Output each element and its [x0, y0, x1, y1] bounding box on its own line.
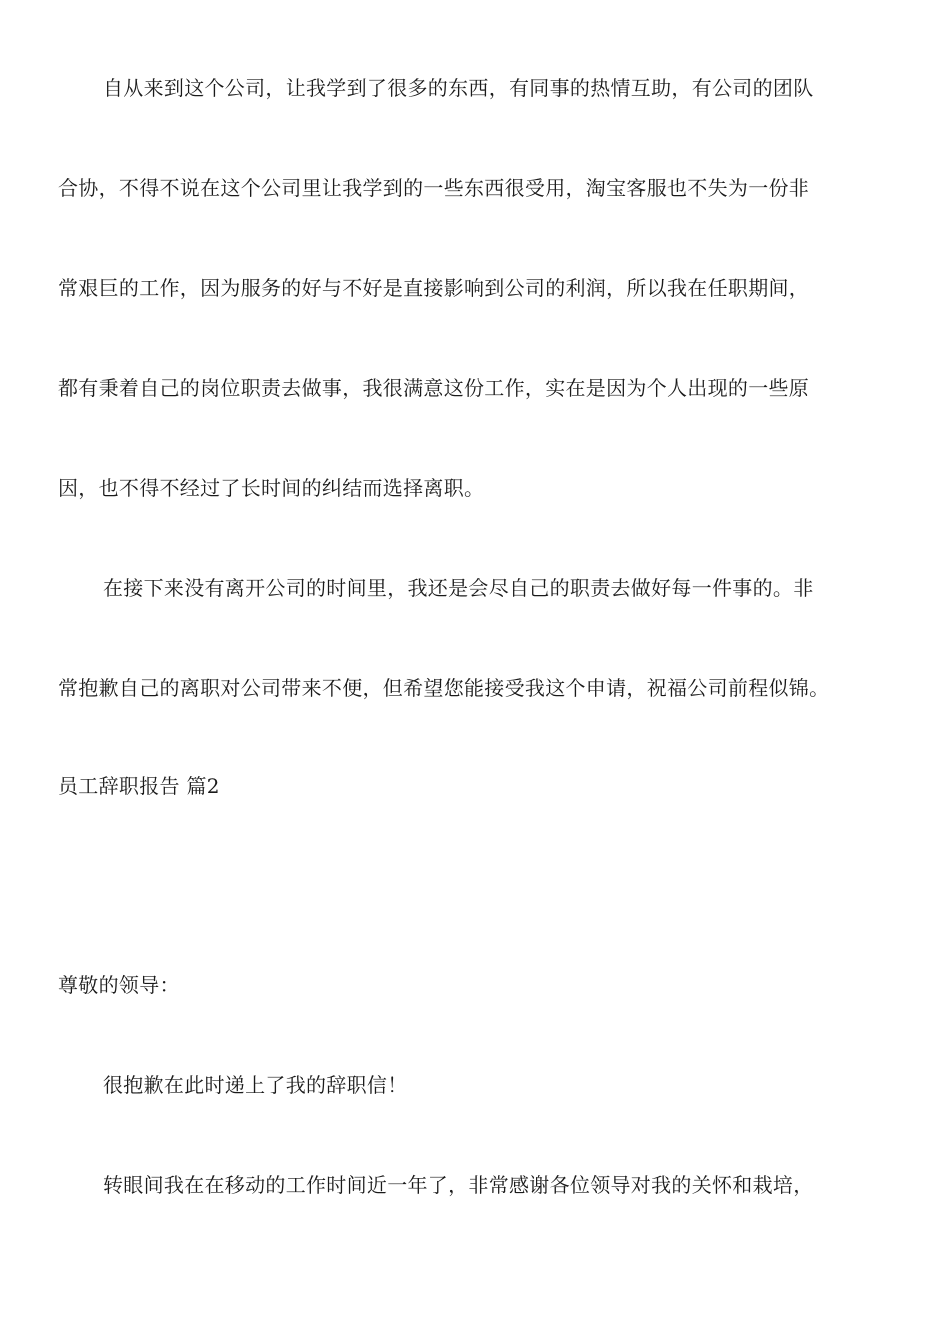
- paragraph-1-line-4: 都有秉着自己的岗位职责去做事，我很满意这份工作，实在是因为个人出现的一些原: [58, 376, 810, 400]
- section-heading: 员工辞职报告 篇2: [58, 774, 220, 798]
- paragraph-2-line-1: 在接下来没有离开公司的时间里，我还是会尽自己的职责去做好每一件事的。非: [103, 576, 814, 600]
- paragraph-1-line-3: 常艰巨的工作，因为服务的好与不好是直接影响到公司的利润，所以我在任职期间，: [58, 276, 810, 300]
- paragraph-1-line-1: 自从来到这个公司，让我学到了很多的东西，有同事的热情互助，有公司的团队: [103, 76, 814, 100]
- paragraph-1-line-5: 因，也不得不经过了长时间的纠结而选择离职。: [58, 476, 485, 500]
- paragraph-2-line-2: 常抱歉自己的离职对公司带来不便，但希望您能接受我这个申请，祝福公司前程似锦。: [58, 676, 830, 700]
- paragraph-4-line-1: 转眼间我在在移动的工作时间近一年了，非常感谢各位领导对我的关怀和栽培，: [103, 1173, 814, 1197]
- paragraph-1-line-2: 合协，不得不说在这个公司里让我学到的一些东西很受用，淘宝客服也不失为一份非: [58, 176, 810, 200]
- paragraph-3-line-1: 很抱歉在此时递上了我的辞职信！: [103, 1073, 408, 1097]
- salutation: 尊敬的领导：: [58, 973, 180, 997]
